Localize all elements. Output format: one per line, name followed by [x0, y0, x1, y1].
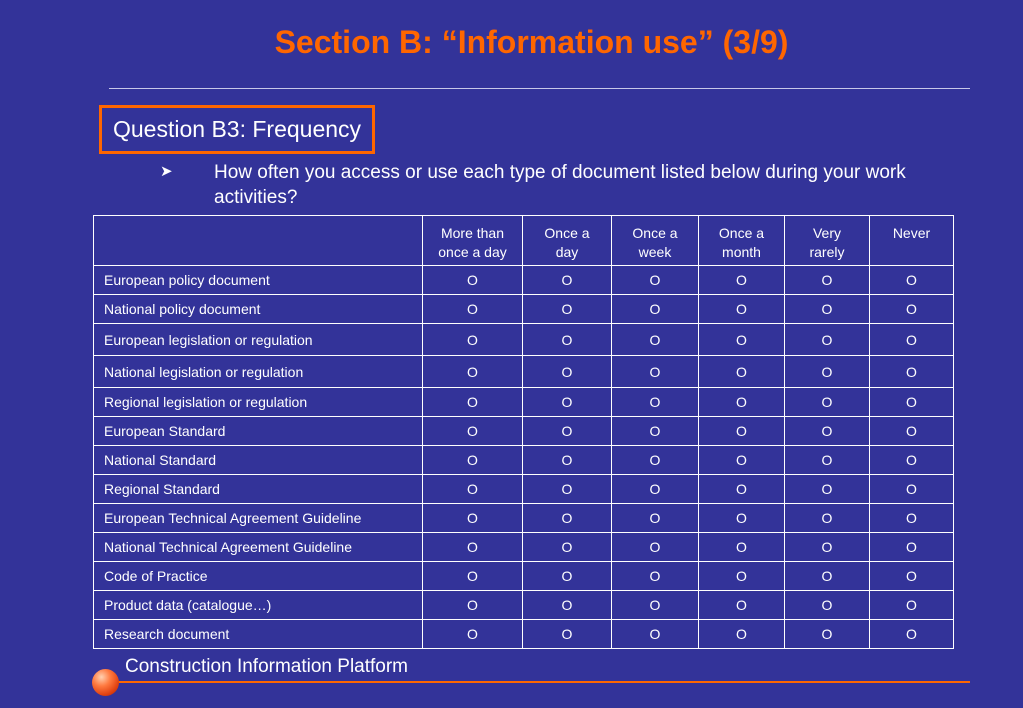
frequency-option[interactable]: O	[423, 295, 523, 324]
frequency-option[interactable]: O	[612, 475, 699, 504]
table-header-row	[94, 216, 954, 266]
frequency-option[interactable]: O	[870, 324, 954, 356]
frequency-option[interactable]: O	[612, 533, 699, 562]
frequency-option[interactable]: O	[870, 475, 954, 504]
frequency-option[interactable]: O	[785, 356, 870, 388]
frequency-option[interactable]: O	[523, 417, 612, 446]
table-row	[94, 295, 954, 324]
frequency-option[interactable]: O	[523, 295, 612, 324]
frequency-option[interactable]: O	[870, 266, 954, 295]
footer-divider	[115, 681, 970, 683]
column-header: Very rarely	[785, 216, 870, 266]
table-row	[94, 504, 954, 533]
frequency-option[interactable]: O	[699, 295, 785, 324]
question-label-box: Question B3: Frequency	[99, 105, 375, 154]
row-label: National Standard	[94, 446, 423, 475]
frequency-option[interactable]: O	[785, 324, 870, 356]
frequency-option[interactable]: O	[423, 591, 523, 620]
frequency-option[interactable]: O	[423, 266, 523, 295]
frequency-option[interactable]: O	[785, 266, 870, 295]
frequency-option[interactable]: O	[699, 475, 785, 504]
frequency-option[interactable]: O	[699, 417, 785, 446]
frequency-option[interactable]: O	[523, 620, 612, 649]
table-row	[94, 475, 954, 504]
frequency-option[interactable]: O	[870, 295, 954, 324]
frequency-option[interactable]: O	[785, 475, 870, 504]
frequency-option[interactable]: O	[699, 591, 785, 620]
frequency-option[interactable]: O	[612, 562, 699, 591]
frequency-option[interactable]: O	[785, 620, 870, 649]
table-row	[94, 266, 954, 295]
row-label: European legislation or regulation	[94, 324, 423, 356]
frequency-option[interactable]: O	[870, 446, 954, 475]
frequency-option[interactable]: O	[699, 324, 785, 356]
row-label: European Technical Agreement Guideline	[94, 504, 423, 533]
title-divider	[109, 88, 970, 89]
arrow-bullet-icon: ➤	[160, 163, 173, 180]
frequency-option[interactable]: O	[699, 388, 785, 417]
table-row	[94, 591, 954, 620]
frequency-option[interactable]: O	[785, 417, 870, 446]
frequency-option[interactable]: O	[612, 324, 699, 356]
frequency-option[interactable]: O	[423, 533, 523, 562]
orange-ball-icon	[92, 669, 119, 696]
frequency-option[interactable]: O	[612, 591, 699, 620]
frequency-option[interactable]: O	[870, 417, 954, 446]
question-text: How often you access or use each type of document listed below during your work activities?	[214, 162, 906, 208]
column-header: Once a month	[699, 216, 785, 266]
frequency-option[interactable]: O	[423, 620, 523, 649]
table-row	[94, 417, 954, 446]
frequency-option[interactable]: O	[699, 356, 785, 388]
frequency-option[interactable]: O	[870, 562, 954, 591]
row-label: European Standard	[94, 417, 423, 446]
frequency-option[interactable]: O	[785, 504, 870, 533]
table-row	[94, 562, 954, 591]
frequency-option[interactable]: O	[699, 533, 785, 562]
frequency-option[interactable]: O	[785, 533, 870, 562]
column-header: Once a week	[612, 216, 699, 266]
row-label: National Technical Agreement Guideline	[94, 533, 423, 562]
frequency-option[interactable]: O	[785, 446, 870, 475]
table-row	[94, 620, 954, 649]
row-label: Regional legislation or regulation	[94, 388, 423, 417]
row-label: Regional Standard	[94, 475, 423, 504]
footer-text: Construction Information Platform	[125, 656, 409, 677]
table-row	[94, 324, 954, 356]
frequency-option[interactable]: O	[523, 533, 612, 562]
frequency-option[interactable]: O	[612, 356, 699, 388]
frequency-option[interactable]: O	[523, 504, 612, 533]
frequency-option[interactable]: O	[423, 356, 523, 388]
frequency-option[interactable]: O	[523, 591, 612, 620]
frequency-option[interactable]: O	[870, 591, 954, 620]
frequency-option[interactable]: O	[785, 295, 870, 324]
frequency-option[interactable]: O	[523, 475, 612, 504]
table-row	[94, 446, 954, 475]
frequency-option[interactable]: O	[785, 388, 870, 417]
column-header: Once a day	[523, 216, 612, 266]
frequency-option[interactable]: O	[423, 562, 523, 591]
frequency-option[interactable]: O	[699, 504, 785, 533]
frequency-option[interactable]: O	[870, 388, 954, 417]
table-row	[94, 356, 954, 388]
frequency-option[interactable]: O	[870, 620, 954, 649]
table-row	[94, 533, 954, 562]
row-label: National policy document	[94, 295, 423, 324]
frequency-option[interactable]: O	[423, 446, 523, 475]
frequency-option[interactable]: O	[612, 388, 699, 417]
frequency-option[interactable]: O	[423, 417, 523, 446]
frequency-option[interactable]: O	[870, 504, 954, 533]
frequency-table	[93, 215, 954, 649]
frequency-option[interactable]: O	[699, 266, 785, 295]
frequency-option[interactable]: O	[870, 533, 954, 562]
frequency-option[interactable]: O	[612, 295, 699, 324]
frequency-option[interactable]: O	[612, 266, 699, 295]
frequency-option[interactable]: O	[699, 446, 785, 475]
frequency-option[interactable]: O	[423, 388, 523, 417]
frequency-option[interactable]: O	[612, 620, 699, 649]
frequency-option[interactable]: O	[423, 475, 523, 504]
row-label: Product data (catalogue…)	[94, 591, 423, 620]
frequency-option[interactable]: O	[612, 446, 699, 475]
row-label: European policy document	[94, 266, 423, 295]
frequency-option[interactable]: O	[523, 446, 612, 475]
column-header: More than once a day	[423, 216, 523, 266]
frequency-option[interactable]: O	[785, 562, 870, 591]
frequency-option[interactable]: O	[523, 562, 612, 591]
row-label: Code of Practice	[94, 562, 423, 591]
frequency-option[interactable]: O	[612, 504, 699, 533]
frequency-option[interactable]: O	[523, 324, 612, 356]
frequency-option[interactable]: O	[870, 356, 954, 388]
slide-title: Section B: “Information use” (3/9)	[274, 24, 789, 60]
row-label: Research document	[94, 620, 423, 649]
frequency-option[interactable]: O	[523, 356, 612, 388]
column-header: Never	[870, 216, 954, 266]
frequency-option[interactable]: O	[785, 591, 870, 620]
frequency-option[interactable]: O	[523, 388, 612, 417]
header-empty-cell	[94, 216, 423, 266]
frequency-option[interactable]: O	[699, 562, 785, 591]
frequency-option[interactable]: O	[423, 504, 523, 533]
frequency-option[interactable]: O	[612, 417, 699, 446]
table-row	[94, 388, 954, 417]
frequency-option[interactable]: O	[523, 266, 612, 295]
row-label: National legislation or regulation	[94, 356, 423, 388]
frequency-option[interactable]: O	[423, 324, 523, 356]
frequency-option[interactable]: O	[699, 620, 785, 649]
